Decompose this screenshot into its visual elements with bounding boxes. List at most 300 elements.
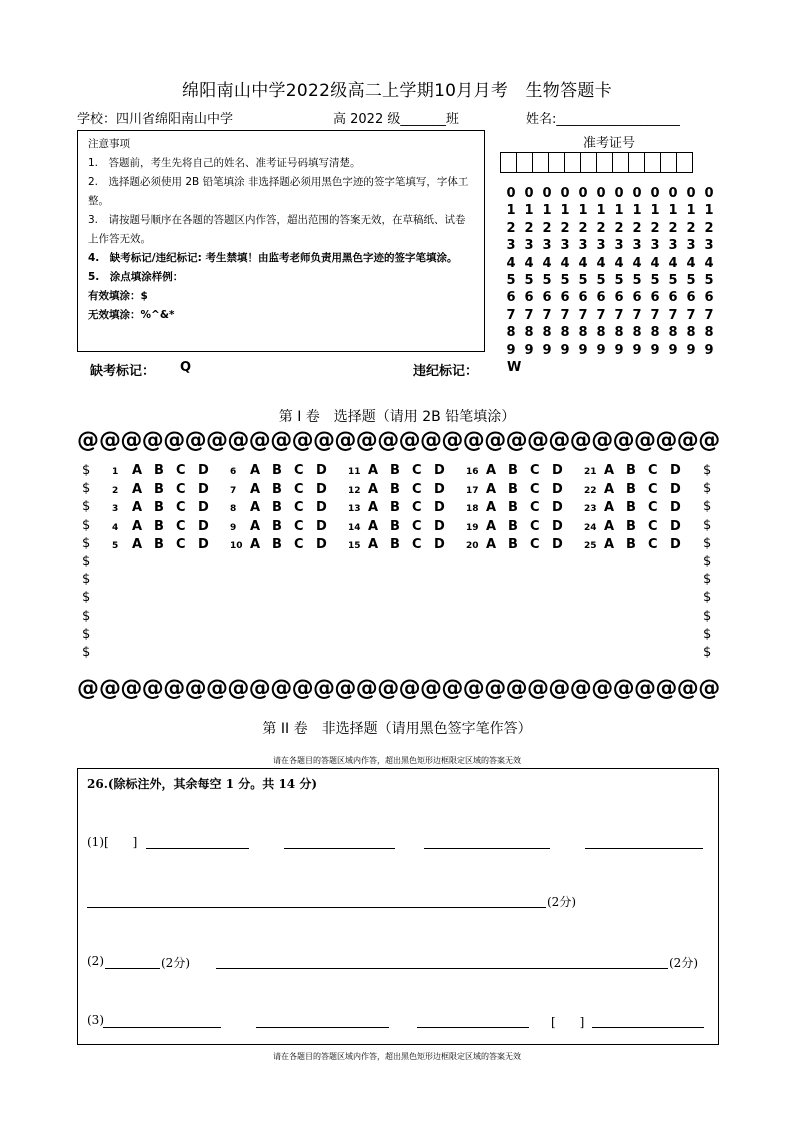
- digit-bubble[interactable]: 3: [632, 238, 642, 254]
- option-bubble[interactable]: D: [198, 500, 209, 516]
- digit-bubble[interactable]: 0: [632, 186, 642, 201]
- option-bubble[interactable]: A: [486, 500, 497, 516]
- digit-bubble[interactable]: 9: [632, 342, 642, 358]
- option-bubble[interactable]: D: [670, 463, 681, 478]
- option-bubble[interactable]: A: [486, 463, 497, 478]
- timing-mark: $: [703, 590, 712, 606]
- digit-bubble[interactable]: 6: [614, 290, 624, 306]
- question-row: [348, 500, 466, 519]
- option-bubble[interactable]: D: [552, 537, 563, 553]
- digit-bubble[interactable]: 7: [686, 307, 696, 323]
- option-bubble[interactable]: B: [154, 463, 164, 478]
- option-bubble[interactable]: A: [604, 500, 615, 516]
- digit-bubble[interactable]: 3: [704, 238, 714, 254]
- digit-bubble[interactable]: 6: [704, 290, 714, 306]
- digit-bubble[interactable]: 2: [506, 220, 516, 236]
- option-bubble[interactable]: D: [552, 518, 563, 534]
- digit-bubble[interactable]: 2: [614, 220, 624, 236]
- digit-bubble[interactable]: 9: [542, 342, 552, 358]
- option-bubble[interactable]: D: [670, 518, 681, 534]
- digit-bubble[interactable]: 3: [506, 238, 516, 254]
- digit-bubble[interactable]: 0: [506, 186, 516, 201]
- digit-bubble[interactable]: 2: [686, 220, 696, 236]
- anchor-mark-strip: @@@@@@@@@@@@@@@@@@@@@@@@@@@@: [99, 428, 699, 453]
- option-bubble[interactable]: C: [648, 463, 658, 478]
- option-bubble[interactable]: B: [154, 518, 164, 534]
- digit-bubble[interactable]: 8: [704, 325, 714, 341]
- option-bubble[interactable]: D: [198, 481, 209, 497]
- option-bubble[interactable]: D: [316, 537, 327, 553]
- timing-mark: $: [82, 608, 91, 624]
- exam-id-box[interactable]: [532, 152, 549, 173]
- digit-bubble[interactable]: 0: [560, 186, 570, 201]
- digit-bubble[interactable]: 5: [668, 273, 678, 289]
- digit-bubble[interactable]: 5: [524, 273, 534, 289]
- digit-bubble[interactable]: 6: [506, 290, 516, 306]
- option-bubble[interactable]: C: [294, 518, 304, 534]
- option-bubble[interactable]: D: [670, 500, 681, 516]
- question-row: [466, 500, 584, 519]
- question-row: [584, 537, 702, 556]
- question-row: [584, 482, 702, 501]
- option-bubble[interactable]: B: [272, 500, 282, 516]
- option-bubble[interactable]: B: [626, 463, 636, 478]
- option-bubble[interactable]: B: [272, 463, 282, 478]
- option-bubble[interactable]: C: [412, 481, 422, 497]
- timing-mark: $: [82, 517, 91, 533]
- digit-bubble[interactable]: 6: [596, 290, 606, 306]
- anchor-mark: @: [698, 428, 721, 453]
- option-bubble[interactable]: B: [272, 518, 282, 534]
- violation-mark-bubble[interactable]: W: [507, 360, 522, 375]
- option-bubble[interactable]: C: [648, 500, 658, 516]
- option-bubble[interactable]: C: [648, 518, 658, 534]
- option-bubble[interactable]: D: [552, 500, 563, 516]
- answer-blank[interactable]: [417, 1027, 529, 1028]
- option-bubble[interactable]: C: [530, 481, 540, 497]
- digit-bubble[interactable]: 9: [614, 342, 624, 358]
- digit-bubble[interactable]: 5: [542, 273, 552, 289]
- option-bubble[interactable]: D: [434, 463, 445, 478]
- digit-bubble[interactable]: 8: [686, 325, 696, 341]
- option-bubble[interactable]: C: [176, 481, 186, 497]
- option-bubble[interactable]: C: [530, 500, 540, 516]
- choice-grid[interactable]: [112, 463, 702, 556]
- digit-bubble[interactable]: 2: [632, 220, 642, 236]
- option-bubble[interactable]: D: [670, 537, 681, 553]
- question-number: 18: [466, 504, 479, 515]
- option-bubble[interactable]: B: [272, 481, 282, 497]
- digit-bubble[interactable]: 5: [650, 273, 660, 289]
- digit-bubble[interactable]: 5: [596, 273, 606, 289]
- option-bubble[interactable]: C: [294, 463, 304, 478]
- option-bubble[interactable]: A: [368, 481, 379, 497]
- question-number: 7: [230, 485, 237, 496]
- digit-bubble[interactable]: 1: [686, 203, 696, 219]
- timing-mark: $: [703, 517, 712, 533]
- option-bubble[interactable]: D: [316, 518, 327, 534]
- digit-bubble[interactable]: 8: [668, 325, 678, 341]
- exam-id-box[interactable]: [596, 152, 613, 173]
- digit-bubble[interactable]: 8: [650, 325, 660, 341]
- digit-bubble[interactable]: 4: [542, 255, 552, 271]
- exam-id-box[interactable]: [516, 152, 533, 173]
- exam-id-digit-column: [538, 185, 556, 359]
- anchor-mark: @: [77, 428, 99, 453]
- digit-bubble[interactable]: 7: [704, 307, 714, 323]
- digit-bubble[interactable]: 1: [632, 203, 642, 219]
- option-bubble[interactable]: C: [412, 537, 422, 553]
- exam-id-label: 准考证号: [582, 136, 635, 151]
- option-bubble[interactable]: A: [604, 463, 615, 478]
- question-number: 21: [584, 467, 597, 477]
- option-bubble[interactable]: A: [250, 518, 261, 534]
- digit-bubble[interactable]: 8: [596, 325, 606, 341]
- timing-mark: $: [82, 572, 91, 588]
- exam-id-box[interactable]: [612, 152, 629, 173]
- answer-blank[interactable]: [284, 848, 395, 849]
- question-number: 5: [112, 541, 119, 552]
- q26-part3-label: (3): [87, 1013, 104, 1027]
- option-bubble[interactable]: B: [154, 481, 164, 497]
- digit-bubble[interactable]: 7: [560, 307, 570, 323]
- exam-id-box[interactable]: [500, 152, 517, 173]
- timing-mark: $: [82, 499, 91, 515]
- digit-bubble[interactable]: 8: [560, 325, 570, 341]
- digit-bubble[interactable]: 5: [686, 273, 696, 289]
- question-number: 1: [112, 467, 119, 477]
- option-bubble[interactable]: D: [552, 481, 563, 497]
- exam-id-digit-column: [628, 185, 646, 359]
- option-bubble[interactable]: C: [530, 518, 540, 534]
- option-bubble[interactable]: C: [648, 481, 658, 497]
- exam-id-digit-column: [592, 185, 610, 359]
- digit-bubble[interactable]: 0: [596, 186, 606, 201]
- digit-bubble[interactable]: 6: [650, 290, 660, 306]
- digit-bubble[interactable]: 9: [668, 342, 678, 358]
- digit-bubble[interactable]: 0: [524, 186, 534, 201]
- exam-id-box[interactable]: [628, 152, 645, 173]
- digit-bubble[interactable]: 9: [578, 342, 588, 358]
- digit-bubble[interactable]: 4: [614, 255, 624, 271]
- option-bubble[interactable]: D: [670, 481, 681, 497]
- digit-bubble[interactable]: 4: [596, 255, 606, 271]
- option-bubble[interactable]: C: [412, 518, 422, 534]
- digit-bubble[interactable]: 9: [560, 342, 570, 358]
- digit-bubble[interactable]: 5: [632, 273, 642, 289]
- option-bubble[interactable]: C: [176, 500, 186, 516]
- digit-bubble[interactable]: 2: [650, 220, 660, 236]
- digit-bubble[interactable]: 1: [542, 203, 552, 219]
- digit-bubble[interactable]: 2: [524, 220, 534, 236]
- option-bubble[interactable]: B: [390, 481, 400, 497]
- option-bubble[interactable]: A: [368, 463, 379, 478]
- digit-bubble[interactable]: 2: [578, 220, 588, 236]
- answer-blank[interactable]: [146, 848, 249, 849]
- digit-bubble[interactable]: 7: [596, 307, 606, 323]
- class-field[interactable]: 高 2022 级_______班: [333, 112, 459, 127]
- option-bubble[interactable]: B: [508, 500, 518, 516]
- timing-mark: $: [82, 481, 91, 497]
- digit-bubble[interactable]: 8: [506, 325, 516, 341]
- option-bubble[interactable]: D: [434, 537, 445, 553]
- option-bubble[interactable]: B: [626, 518, 636, 534]
- option-bubble[interactable]: B: [626, 481, 636, 497]
- option-bubble[interactable]: A: [132, 463, 143, 478]
- digit-bubble[interactable]: 4: [632, 255, 642, 271]
- option-bubble[interactable]: A: [132, 500, 143, 516]
- option-bubble[interactable]: B: [508, 537, 518, 553]
- digit-bubble[interactable]: 5: [614, 273, 624, 289]
- option-bubble[interactable]: A: [486, 518, 497, 534]
- digit-bubble[interactable]: 5: [506, 273, 516, 289]
- digit-bubble[interactable]: 5: [578, 273, 588, 289]
- option-bubble[interactable]: A: [604, 481, 615, 497]
- option-bubble[interactable]: D: [316, 463, 327, 478]
- option-bubble[interactable]: C: [530, 537, 540, 553]
- digit-bubble[interactable]: 0: [686, 186, 696, 201]
- digit-bubble[interactable]: 2: [542, 220, 552, 236]
- digit-bubble[interactable]: 3: [578, 238, 588, 254]
- digit-bubble[interactable]: 1: [650, 203, 660, 219]
- digit-bubble[interactable]: 3: [524, 238, 534, 254]
- digit-bubble[interactable]: 4: [704, 255, 714, 271]
- option-bubble[interactable]: D: [198, 518, 209, 534]
- digit-bubble[interactable]: 6: [632, 290, 642, 306]
- option-bubble[interactable]: C: [412, 463, 422, 478]
- digit-bubble[interactable]: 3: [668, 238, 678, 254]
- answer-blank[interactable]: [105, 968, 160, 969]
- digit-bubble[interactable]: 6: [524, 290, 534, 306]
- digit-bubble[interactable]: 5: [704, 273, 714, 289]
- digit-bubble[interactable]: 1: [506, 203, 516, 219]
- exam-id-digit-column: [700, 185, 718, 359]
- option-bubble[interactable]: A: [250, 463, 261, 478]
- question-number: 25: [584, 541, 597, 552]
- answer-blank[interactable]: [424, 848, 550, 849]
- digit-bubble[interactable]: 7: [524, 307, 534, 323]
- question-row: [466, 482, 584, 501]
- answer-blank[interactable]: [256, 1027, 389, 1028]
- option-bubble[interactable]: D: [198, 463, 209, 478]
- option-bubble[interactable]: A: [250, 537, 261, 553]
- digit-bubble[interactable]: 7: [650, 307, 660, 323]
- digit-bubble[interactable]: 2: [560, 220, 570, 236]
- option-bubble[interactable]: D: [198, 537, 209, 553]
- option-bubble[interactable]: A: [368, 518, 379, 534]
- digit-bubble[interactable]: 4: [668, 255, 678, 271]
- digit-bubble[interactable]: 8: [578, 325, 588, 341]
- digit-bubble[interactable]: 0: [650, 186, 660, 201]
- digit-bubble[interactable]: 9: [524, 342, 534, 358]
- answer-blank[interactable]: [87, 907, 546, 908]
- digit-bubble[interactable]: 5: [560, 273, 570, 289]
- option-bubble[interactable]: B: [626, 537, 636, 553]
- option-bubble[interactable]: A: [486, 481, 497, 497]
- timing-mark: $: [703, 535, 712, 551]
- option-bubble[interactable]: A: [132, 518, 143, 534]
- exam-id-box[interactable]: [548, 152, 565, 173]
- option-bubble[interactable]: A: [250, 481, 261, 497]
- option-bubble[interactable]: C: [176, 518, 186, 534]
- question-number: 2: [112, 485, 119, 496]
- notice-heading: 注意事项: [88, 138, 130, 150]
- option-bubble[interactable]: B: [508, 481, 518, 497]
- timing-mark: $: [703, 481, 712, 497]
- digit-bubble[interactable]: 7: [506, 307, 516, 323]
- digit-bubble[interactable]: 7: [668, 307, 678, 323]
- option-bubble[interactable]: B: [390, 518, 400, 534]
- digit-bubble[interactable]: 4: [506, 255, 516, 271]
- option-bubble[interactable]: A: [250, 500, 261, 516]
- digit-bubble[interactable]: 4: [560, 255, 570, 271]
- question-number: 16: [466, 467, 479, 477]
- option-bubble[interactable]: B: [626, 500, 636, 516]
- digit-bubble[interactable]: 3: [614, 238, 624, 254]
- option-bubble[interactable]: B: [508, 518, 518, 534]
- option-bubble[interactable]: B: [390, 537, 400, 553]
- exam-id-digit-grid[interactable]: [502, 185, 718, 359]
- anchor-mark-strip: @@@@@@@@@@@@@@@@@@@@@@@@@@@@: [99, 676, 699, 701]
- option-bubble[interactable]: B: [154, 500, 164, 516]
- digit-bubble[interactable]: 9: [506, 342, 516, 358]
- digit-bubble[interactable]: 1: [614, 203, 624, 219]
- digit-bubble[interactable]: 0: [668, 186, 678, 201]
- anchor-mark: @: [698, 676, 721, 701]
- digit-bubble[interactable]: 3: [542, 238, 552, 254]
- option-bubble[interactable]: A: [604, 537, 615, 553]
- digit-bubble[interactable]: 7: [632, 307, 642, 323]
- digit-bubble[interactable]: 3: [596, 238, 606, 254]
- digit-bubble[interactable]: 1: [578, 203, 588, 219]
- digit-bubble[interactable]: 9: [650, 342, 660, 358]
- answer-blank[interactable]: [216, 968, 668, 969]
- digit-bubble[interactable]: 1: [596, 203, 606, 219]
- option-bubble[interactable]: B: [272, 537, 282, 553]
- digit-bubble[interactable]: 8: [542, 325, 552, 341]
- violation-mark-label: 违纪标记：: [413, 364, 479, 379]
- option-bubble[interactable]: B: [390, 463, 400, 478]
- question-row: [112, 500, 230, 519]
- question-row: [466, 537, 584, 556]
- anchor-row-top: [77, 428, 721, 453]
- digit-bubble[interactable]: 1: [524, 203, 534, 219]
- digit-bubble[interactable]: 8: [632, 325, 642, 341]
- digit-bubble[interactable]: 4: [686, 255, 696, 271]
- option-bubble[interactable]: D: [552, 463, 563, 478]
- digit-bubble[interactable]: 2: [704, 220, 714, 236]
- anchor-row-bottom: [77, 676, 721, 701]
- option-bubble[interactable]: A: [132, 537, 143, 553]
- option-bubble[interactable]: A: [368, 537, 379, 553]
- option-bubble[interactable]: C: [176, 463, 186, 478]
- option-bubble[interactable]: A: [132, 481, 143, 497]
- option-bubble[interactable]: D: [434, 518, 445, 534]
- timing-mark: $: [82, 463, 91, 478]
- digit-bubble[interactable]: 0: [578, 186, 588, 201]
- option-bubble[interactable]: C: [530, 463, 540, 478]
- question-row: [112, 519, 230, 538]
- digit-bubble[interactable]: 0: [704, 186, 714, 201]
- digit-bubble[interactable]: 9: [596, 342, 606, 358]
- question-number: 22: [584, 485, 597, 496]
- notice-item: 5. 涂点填涂样例：: [88, 271, 184, 283]
- digit-bubble[interactable]: 7: [614, 307, 624, 323]
- exam-id-boxes[interactable]: [500, 152, 692, 173]
- exam-id-box[interactable]: [580, 152, 597, 173]
- digit-bubble[interactable]: 4: [650, 255, 660, 271]
- digit-bubble[interactable]: 6: [560, 290, 570, 306]
- absent-mark-bubble[interactable]: Q: [180, 360, 192, 375]
- option-bubble[interactable]: C: [294, 481, 304, 497]
- digit-bubble[interactable]: 2: [668, 220, 678, 236]
- option-bubble[interactable]: B: [508, 463, 518, 478]
- option-bubble[interactable]: D: [316, 500, 327, 516]
- digit-bubble[interactable]: 9: [686, 342, 696, 358]
- option-bubble[interactable]: C: [648, 537, 658, 553]
- digit-bubble[interactable]: 1: [560, 203, 570, 219]
- digit-bubble[interactable]: 8: [524, 325, 534, 341]
- question-group: [112, 463, 230, 556]
- digit-bubble[interactable]: 1: [668, 203, 678, 219]
- question-group: [584, 463, 702, 556]
- option-bubble[interactable]: A: [486, 537, 497, 553]
- digit-bubble[interactable]: 1: [704, 203, 714, 219]
- exam-id-box[interactable]: [564, 152, 581, 173]
- option-bubble[interactable]: D: [434, 500, 445, 516]
- option-bubble[interactable]: C: [176, 537, 186, 553]
- digit-bubble[interactable]: 6: [686, 290, 696, 306]
- answer-blank[interactable]: [585, 848, 703, 849]
- option-bubble[interactable]: D: [316, 481, 327, 497]
- digit-bubble[interactable]: 7: [578, 307, 588, 323]
- option-bubble[interactable]: B: [390, 500, 400, 516]
- digit-bubble[interactable]: 0: [614, 186, 624, 201]
- digit-bubble[interactable]: 3: [560, 238, 570, 254]
- option-bubble[interactable]: A: [368, 500, 379, 516]
- digit-bubble[interactable]: 7: [542, 307, 552, 323]
- digit-bubble[interactable]: 9: [704, 342, 714, 358]
- digit-bubble[interactable]: 4: [524, 255, 534, 271]
- option-bubble[interactable]: C: [412, 500, 422, 516]
- option-bubble[interactable]: C: [294, 537, 304, 553]
- digit-bubble[interactable]: 4: [578, 255, 588, 271]
- option-bubble[interactable]: B: [154, 537, 164, 553]
- digit-bubble[interactable]: 6: [542, 290, 552, 306]
- option-bubble[interactable]: C: [294, 500, 304, 516]
- q26-header: 26.(除标注外，其余每空 1 分。共 14 分): [87, 777, 317, 791]
- notice-item: 2. 选择题必须使用 2B 铅笔填涂 非选择题必须用黑色字迹的签字笔填写，字体工整。: [88, 176, 469, 207]
- option-bubble[interactable]: A: [604, 518, 615, 534]
- digit-bubble[interactable]: 8: [614, 325, 624, 341]
- answer-blank[interactable]: [592, 1027, 704, 1028]
- timing-mark: $: [703, 572, 712, 588]
- question-row: [230, 463, 348, 482]
- digit-bubble[interactable]: 6: [668, 290, 678, 306]
- exam-id-box[interactable]: [644, 152, 661, 173]
- absent-mark-label: 缺考标记：: [90, 364, 156, 379]
- answer-blank[interactable]: [103, 1027, 221, 1028]
- digit-bubble[interactable]: 3: [650, 238, 660, 254]
- exam-id-box[interactable]: [676, 152, 693, 173]
- option-bubble[interactable]: D: [434, 481, 445, 497]
- digit-bubble[interactable]: 2: [596, 220, 606, 236]
- digit-bubble[interactable]: 6: [578, 290, 588, 306]
- digit-bubble[interactable]: 3: [686, 238, 696, 254]
- digit-bubble[interactable]: 0: [542, 186, 552, 201]
- exam-id-box[interactable]: [660, 152, 677, 173]
- name-field[interactable]: 姓名:___________________: [526, 112, 680, 127]
